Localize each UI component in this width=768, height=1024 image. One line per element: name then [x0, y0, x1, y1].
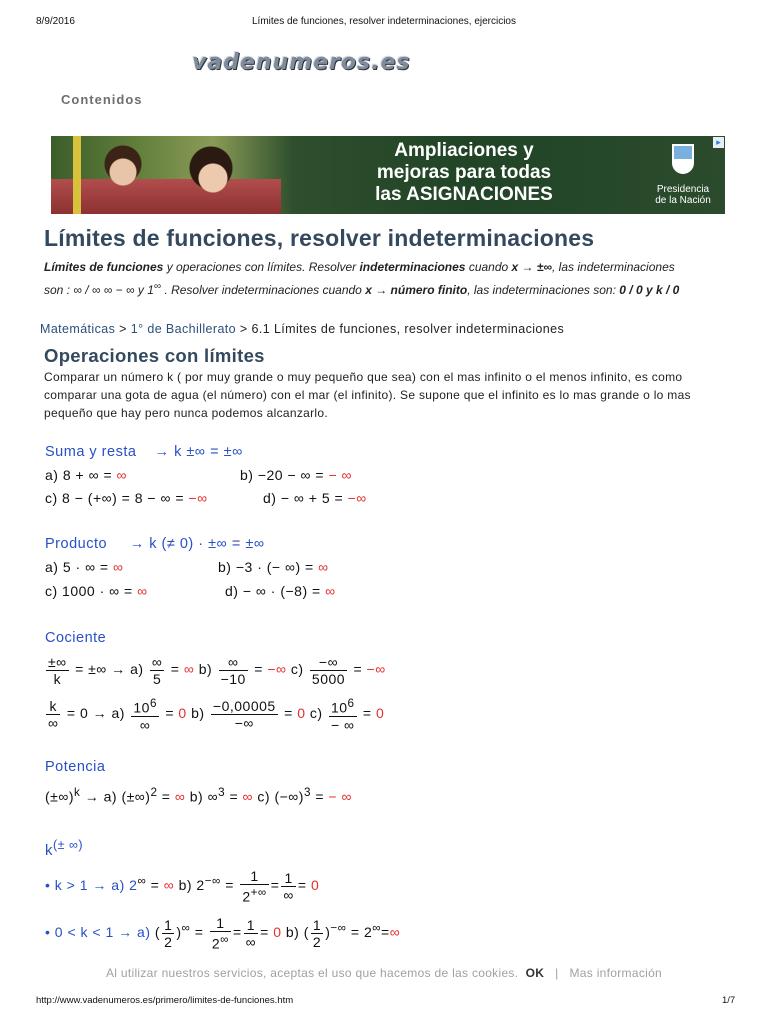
expr: a) 8 + ∞ =: [45, 467, 113, 483]
equals: =: [254, 661, 263, 678]
suma-label: [45, 444, 243, 460]
exp: k: [74, 786, 81, 799]
breadcrumb-current: 6.1 Límites de funciones, resolver indeterminaciones: [251, 322, 565, 336]
equals: =: [284, 705, 293, 722]
equals: =: [297, 877, 307, 894]
expr: c) (−∞): [253, 788, 304, 805]
expr: b) −20 − ∞ =: [240, 467, 325, 483]
site-logo[interactable]: vadenumeros.es: [192, 50, 411, 75]
numerator: −0,00005: [212, 697, 276, 714]
print-date: 8/9/2016: [36, 16, 75, 27]
fraction: [46, 654, 69, 687]
base: k: [45, 842, 53, 859]
print-page-number: 1/7: [722, 995, 736, 1006]
result: 0: [178, 705, 187, 722]
item-label: c): [309, 705, 323, 722]
expr: c) 8 − (+∞) = 8 − ∞ =: [45, 490, 185, 506]
fraction: [244, 917, 258, 950]
numerator: −∞: [310, 654, 347, 671]
exp: −∞: [330, 921, 347, 935]
equals: =: [194, 924, 204, 941]
result: ∞: [242, 788, 254, 805]
producto-c: [45, 583, 148, 599]
potencia-k-inf: [45, 838, 83, 859]
result: ∞: [325, 583, 336, 599]
fraction: [131, 696, 159, 733]
intro-segment: , las indeterminaciones son : ∞ / ∞ ∞ − ∞ y 1: [44, 260, 675, 297]
breadcrumb-matematicas[interactable]: Matemáticas: [40, 322, 116, 336]
equals: =: [225, 788, 243, 805]
print-title: Límites de funciones, resolver indeterminaciones, ejercicios: [251, 16, 516, 27]
equals: =: [381, 924, 390, 941]
result: − ∞: [328, 467, 353, 483]
numerator: [329, 696, 357, 717]
denominator-base: 2: [242, 888, 251, 905]
cookie-separator: |: [555, 966, 559, 980]
potencia-row-1: [45, 786, 352, 805]
denominator: −10: [220, 671, 246, 687]
breadcrumb: [40, 322, 564, 336]
expr: → a) (±∞): [80, 788, 151, 805]
suma-label-text: Suma y resta: [45, 444, 137, 460]
intro-term: Límites de funciones: [44, 260, 164, 274]
equals: =: [362, 705, 372, 722]
denominator: [210, 932, 231, 952]
nav-contenidos[interactable]: Contenidos: [61, 92, 143, 107]
fraction: [219, 654, 248, 687]
producto-rule: → k (≠ 0) · ±∞ = ±∞: [129, 536, 265, 552]
intro-sup: ∞: [153, 281, 162, 292]
denominator: ∞: [245, 933, 257, 950]
fraction: [329, 696, 357, 733]
condition: • 0 < k < 1 → a): [45, 924, 151, 941]
item-label: b): [191, 705, 205, 722]
fraction: [150, 654, 164, 687]
equals: =: [157, 788, 175, 805]
result: − ∞: [328, 788, 352, 805]
potencia-label: Potencia: [45, 759, 106, 775]
intro-term: 0 / 0 y k / 0: [619, 283, 680, 297]
result: −∞: [188, 490, 208, 506]
exp: (± ∞): [53, 838, 84, 852]
denominator: − ∞: [330, 716, 355, 733]
equals: =: [353, 661, 363, 678]
denominator-exp: +∞: [250, 886, 267, 899]
result: ∞: [137, 583, 148, 599]
denominator-exp: ∞: [220, 933, 229, 946]
expr: = 2: [350, 924, 373, 941]
result: ∞: [174, 788, 186, 805]
ad-org-line: Presidencia: [656, 184, 710, 195]
exp: 3: [218, 786, 226, 799]
producto-label: [45, 536, 265, 552]
intro-segment: cuando: [465, 260, 512, 274]
exp: −∞: [204, 874, 221, 888]
equals: =: [146, 877, 164, 894]
denominator: 2: [164, 933, 173, 950]
numerator: ±∞: [48, 654, 67, 670]
print-url: http://www.vadenumeros.es/primero/limites-de-funciones.htm: [36, 995, 294, 1006]
cookie-bar: [0, 966, 768, 980]
breadcrumb-separator: >: [115, 322, 131, 336]
result: 0: [310, 877, 320, 894]
item-label: c): [290, 661, 304, 678]
section-paragraph: Comparar un número k ( por muy grande o muy pequeño que sea) con el mas infinito o el menos infinito, es como comparar una gota de agua (el número) con el mar (el infinito). Se supone que el infinito es lo mas grande o lo mas pequeño que hay pero nunca podemos alcanzarlo.: [44, 370, 691, 420]
equals: =: [232, 924, 242, 941]
expr: = ±∞ → a): [75, 661, 144, 678]
equals: =: [170, 661, 180, 678]
cociente-row-2: [44, 696, 384, 733]
result: ∞: [318, 559, 329, 575]
numerator: 1: [281, 870, 295, 887]
suma-c: [45, 490, 208, 506]
result: ∞: [116, 467, 127, 483]
suma-d: [263, 490, 367, 506]
producto-label-text: Producto: [45, 536, 108, 552]
numerator: 1: [210, 915, 231, 932]
exp: ∞: [181, 921, 191, 935]
intro-segment: . Resolver indeterminaciones cuando: [161, 283, 366, 297]
result: −∞: [267, 661, 287, 678]
ad-photo-pole: [73, 136, 81, 214]
exp: ∞: [137, 874, 147, 888]
result: ∞: [183, 661, 195, 678]
numerator: 1: [312, 916, 322, 933]
ad-headline-line: Ampliaciones y: [394, 140, 534, 161]
numerator: [131, 696, 159, 717]
intro-text: [44, 258, 684, 300]
section-title: Operaciones con límites: [44, 345, 265, 366]
exp: 2: [150, 786, 158, 799]
cookie-more-link[interactable]: Mas información: [569, 966, 663, 980]
fraction: [310, 654, 347, 687]
cociente-label: Cociente: [45, 630, 107, 646]
numerator-exp: 6: [347, 697, 355, 710]
result: 0: [297, 705, 306, 722]
producto-a: [45, 559, 124, 575]
producto-b: [218, 559, 329, 575]
equals: =: [270, 877, 280, 894]
ad-headline-line: las ASIGNACIONES: [375, 184, 553, 205]
numerator: 1: [244, 917, 258, 934]
numerator: 1: [164, 916, 173, 933]
expr: b) 2: [174, 877, 205, 894]
denominator: [240, 885, 268, 905]
numerator-exp: 6: [149, 697, 157, 710]
fraction: [311, 917, 323, 950]
numerator: k: [46, 698, 60, 715]
result: 0: [273, 924, 282, 941]
intro-term: x → número finito: [365, 283, 468, 297]
expr: b) ∞: [185, 788, 219, 805]
ad-photo: [51, 136, 281, 214]
suma-b: [240, 467, 352, 483]
intro-term: indeterminaciones: [359, 260, 466, 274]
numerator: ∞: [219, 654, 248, 671]
denominator: ∞: [139, 716, 151, 733]
potencia-case-2: • 0 < k < 1 → a) ( $\frac{1}{2}$ )∞ = $\frac{1}{2^\infty}$ = $\frac{1}{\infty}$ = 0 b) ( $\frac{1}{2}$ )−∞ = 2∞=∞: [45, 915, 401, 952]
result: ∞: [163, 877, 175, 894]
ad-org-line: de la Nación: [655, 195, 711, 206]
result: −∞: [366, 661, 386, 678]
numerator-base: 10: [133, 699, 150, 716]
numerator: ∞: [151, 654, 163, 670]
fraction: [46, 698, 60, 731]
adchoices-icon[interactable]: ▸: [713, 137, 724, 148]
item-label: b): [198, 661, 213, 678]
fraction: [210, 915, 231, 952]
breadcrumb-separator: >: [236, 322, 252, 336]
expr: c) 1000 · ∞ =: [45, 583, 133, 599]
expr: b) −3 · (− ∞) =: [218, 559, 314, 575]
denominator-base: 2: [211, 935, 221, 952]
denominator: 5000: [311, 671, 346, 687]
expr: = 0 → a): [66, 705, 125, 722]
suma-rule: → k ±∞ = ±∞: [154, 444, 243, 460]
suma-a: [45, 467, 127, 483]
expr: b): [281, 924, 300, 941]
denominator: 2: [312, 933, 322, 950]
equals: =: [260, 924, 269, 941]
cociente-row-1: [44, 654, 386, 687]
denominator: k: [53, 671, 62, 687]
expr: a) 5 · ∞ =: [45, 559, 109, 575]
exp: 3: [303, 786, 311, 799]
fraction: [281, 870, 295, 903]
fraction: [162, 917, 174, 950]
expr: d) − ∞ + 5 =: [263, 490, 344, 506]
denominator: −∞: [234, 714, 254, 731]
ad-headline: [349, 140, 579, 206]
ad-banner[interactable]: [51, 136, 725, 214]
denominator: 5: [153, 671, 162, 687]
numerator: 1: [240, 868, 268, 885]
cookie-ok-button[interactable]: OK: [525, 966, 545, 980]
denominator: ∞: [48, 714, 59, 731]
equals: =: [165, 705, 174, 722]
potencia-case-1: [45, 868, 319, 905]
equals: =: [220, 877, 239, 894]
condition: • k > 1 → a) 2: [45, 877, 138, 894]
breadcrumb-bachillerato[interactable]: 1° de Bachillerato: [130, 322, 237, 336]
fraction: [240, 868, 268, 905]
result: ∞: [389, 924, 401, 941]
ad-headline-line: mejoras para todas: [376, 162, 552, 183]
intro-segment: y operaciones con límites. Resolver: [163, 260, 360, 274]
expr: (±∞): [45, 788, 74, 805]
exp: ∞: [372, 921, 382, 935]
intro-term: x → ±∞: [511, 260, 553, 274]
result: ∞: [113, 559, 124, 575]
intro-segment: , las indeterminaciones son:: [467, 283, 620, 297]
cookie-text: Al utilizar nuestros servicios, aceptas el uso que hacemos de las cookies.: [105, 966, 519, 980]
equals: =: [310, 788, 329, 805]
denominator: ∞: [283, 886, 294, 903]
fraction: [211, 698, 278, 731]
numerator-base: 10: [330, 699, 348, 716]
coat-of-arms-icon: [672, 144, 694, 174]
ad-org: [645, 184, 721, 206]
page-title: Límites de funciones, resolver indeterminaciones: [44, 225, 595, 251]
result: −∞: [347, 490, 367, 506]
expr: d) − ∞ · (−8) =: [225, 583, 321, 599]
result: 0: [375, 705, 385, 722]
producto-d: [225, 583, 336, 599]
